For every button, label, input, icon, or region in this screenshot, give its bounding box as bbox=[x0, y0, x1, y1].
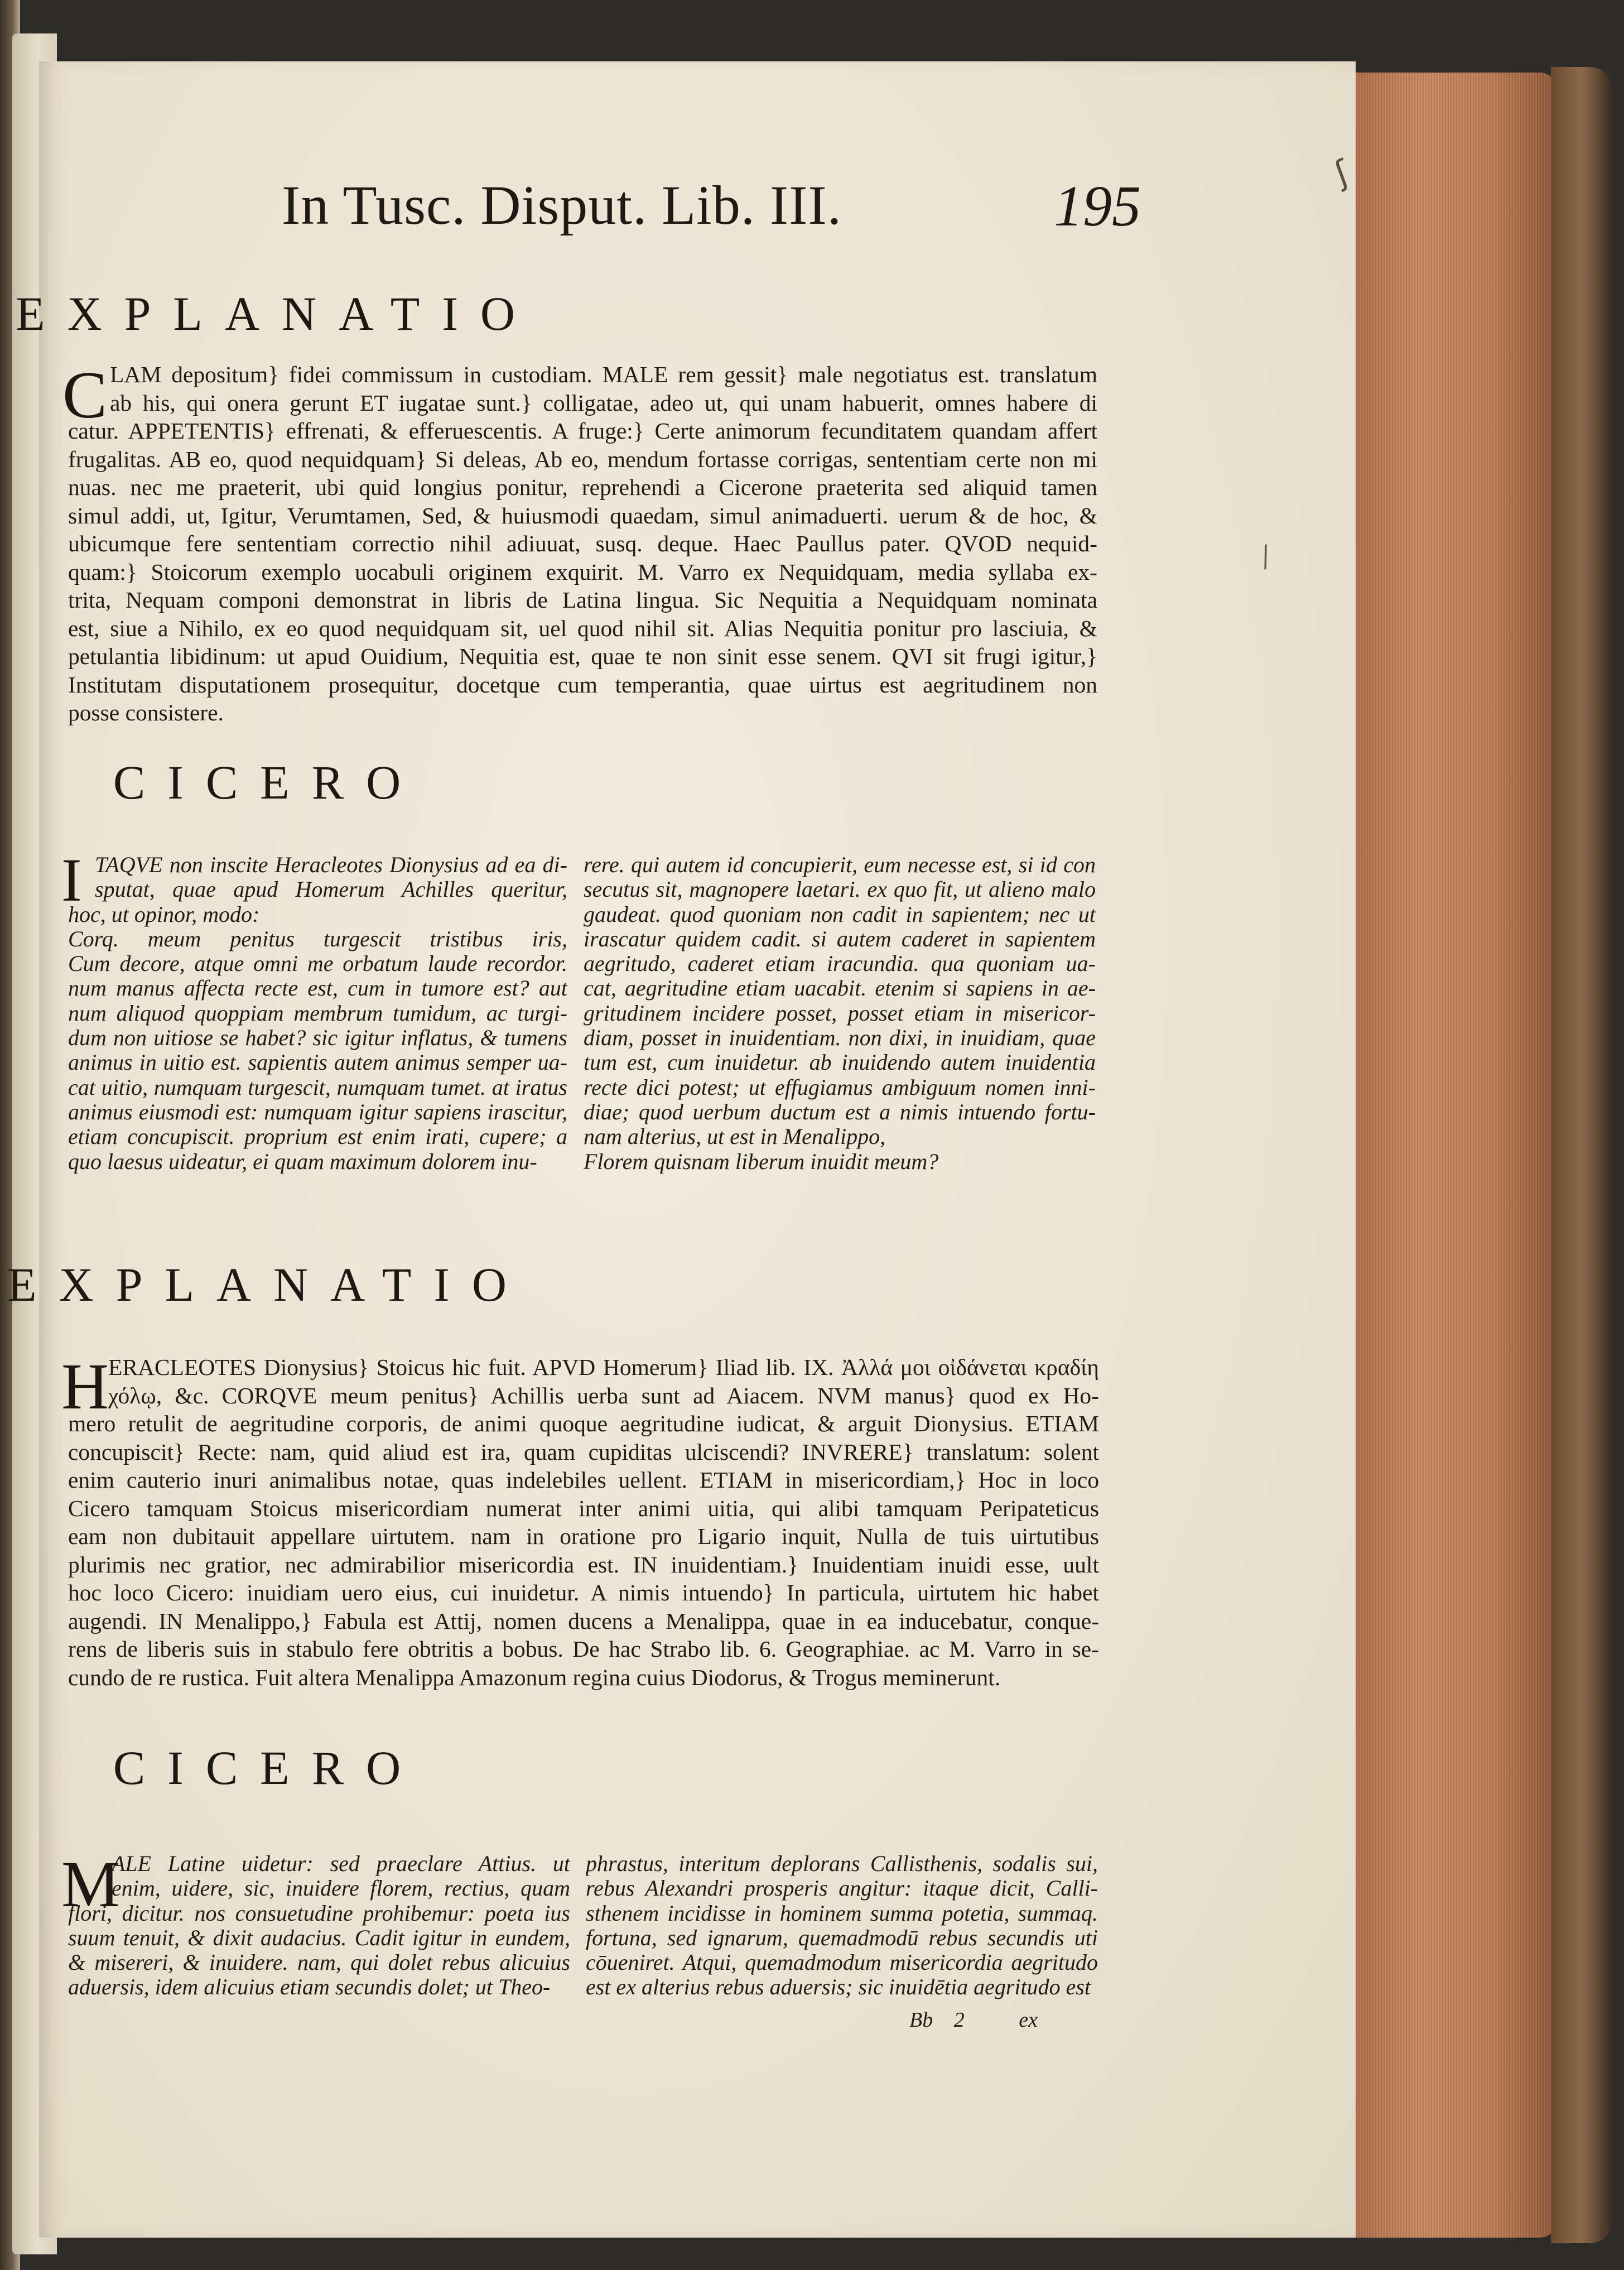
book-cover-edge bbox=[1551, 67, 1612, 2243]
running-title: In Tusc. Disput. Lib. III. bbox=[282, 174, 842, 236]
text-line: nam alterius, ut est in Menalippo, bbox=[584, 1124, 886, 1150]
text-line: cat, aegritudine etiam uacabit. etenim si sapiens in ae- bbox=[584, 976, 1096, 1001]
text-line: ALE Latine uidetur: sed praeclare Attius. ut bbox=[112, 1851, 570, 1876]
text-line: diae; quod uerbum ductum est a nimis intuendo fortu- bbox=[584, 1099, 1096, 1124]
text-line: concupiscit} Recte: nam, quid aliud est ira, quam cupiditas ulciscendi? INVRERE} translatum: solent bbox=[68, 1439, 1099, 1465]
text-line: etiam concupiscit. proprium est enim irati, cupere; a bbox=[68, 1124, 567, 1150]
text-line: TAQVE non inscite Heracleotes Dionysius ad ea di- bbox=[95, 853, 567, 877]
cicero-column-right-1 bbox=[584, 853, 1096, 1174]
text-line: tum est, cum inuidetur. ab inuidendo autem inuidentia bbox=[584, 1050, 1096, 1075]
page-number: 195 bbox=[1054, 174, 1141, 238]
text-line: Corq. meum penitus turgescit tristibus iris, bbox=[68, 926, 567, 951]
text-line: sthenem incidisse in hominem summa potetia, summaq. bbox=[586, 1901, 1098, 1926]
text-line: est ex alterius rebus aduersis; sic inuidētia aegritudo est bbox=[586, 1975, 1091, 2000]
text-line: LAM depositum} fidei commissum in custodiam. MALE rem gessit} male negotiatus est. translatum bbox=[110, 362, 1097, 387]
text-line: sputat, quae apud Homerum Achilles queritur, bbox=[95, 877, 567, 902]
text-line: dum non uitiose se habet? sic igitur inflatus, & tumens bbox=[68, 1026, 567, 1051]
explanatio-paragraph-1 bbox=[68, 360, 1097, 727]
text-line: aegritudo, caderet etiam iracundia. qua quoniam ua- bbox=[584, 951, 1096, 977]
text-line: augendi. IN Menalippo,} Fabula est Attij, nomen ducens a Menalippa, quae in ea inducebatur, conque- bbox=[68, 1608, 1099, 1634]
cicero-column-left-1 bbox=[68, 853, 567, 1174]
signature-mark bbox=[909, 2008, 1038, 2032]
cicero-column-left-2 bbox=[68, 1851, 570, 2000]
text-line: enim, uidere, sic, inuidere florem, rectius, quam bbox=[112, 1876, 570, 1901]
cicero-column-right-2 bbox=[586, 1851, 1098, 2000]
text-line: rebus Alexandri prosperis angitur: itaque dicit, Calli- bbox=[586, 1876, 1098, 1901]
text-line: secutus sit, magnopere laetari. ex quo fit, ut alieno malo bbox=[584, 877, 1096, 902]
text-line: phrastus, interitum deplorans Callisthenis, sodalis sui, bbox=[586, 1851, 1098, 1876]
text-line: gaudeat. quod quoniam non cadit in sapientem; nec ut bbox=[584, 902, 1096, 927]
text-line: quam:} Stoicorum exemplo uocabuli originem exquirit. M. Varro ex Nequidquam, media syllaba ex- bbox=[68, 559, 1097, 585]
text-line: petulantia libidinum: ut apud Ouidium, Nequitia est, quae te non sinit esse senem. QVI sit frugi igitur,} bbox=[68, 643, 1097, 669]
text-line: num aliquod quoppiam membrum tumidum, ac turgi- bbox=[68, 1001, 567, 1026]
signature-text: Bb 2 bbox=[909, 2008, 965, 2032]
text-line: suum tenuit, & dixit audacius. Cadit igitur in eundem, bbox=[68, 1925, 570, 1950]
text-line: diam, posset in inuidentiam. non dixi, in inuidiam, quae bbox=[584, 1026, 1096, 1051]
text-line: enim cauterio inuri animalibus notae, quas indelebiles uellent. ETIAM in misericordiam,} Hoc in loco bbox=[68, 1467, 1099, 1493]
text-line: rens de liberis suis in stabulo fere obtritis a bobus. De hac Strabo lib. 6. Geographiae. ac M. Varro in se- bbox=[68, 1636, 1099, 1662]
running-head bbox=[282, 173, 1141, 246]
drop-cap: H bbox=[61, 1350, 109, 1423]
text-line: ab his, qui onera gerunt ET iugatae sunt.} colligatae, adeo ut, qui unam habuerit, omnes habere di bbox=[110, 389, 1097, 416]
text-line: cundo de re rustica. Fuit altera Menalippa Amazonum regina cuius Diodorus, & Trogus meminerunt. bbox=[68, 1664, 1001, 1690]
section-heading-explanatio-2: EXPLANATIO bbox=[7, 1258, 529, 1311]
text-line: ubicumque fere sententiam correctio nihil adiuuat, susq. deque. Haec Paullus pater. QVOD nequid- bbox=[68, 531, 1097, 556]
text-line: hoc loco Cicero: inuidiam uero eius, cui inuidetur. A nimis intuendo} In particula, uirtutem hic habet bbox=[68, 1580, 1099, 1605]
margin-pen-mark: ʃ bbox=[1329, 152, 1354, 194]
text-line: χόλῳ, &c. CORQVE meum penitus} Achillis uerba sunt ad Aiacem. NVM manus} quod ex Ho- bbox=[108, 1382, 1099, 1408]
explanatio-paragraph-2 bbox=[68, 1353, 1099, 1691]
text-line: irascatur quidem cadit. si autem caderet in sapientem bbox=[584, 926, 1096, 951]
drop-cap: I bbox=[61, 846, 82, 914]
text-line: flori, dicitur. nos consuetudine prohibemur: poeta ius bbox=[68, 1901, 570, 1926]
text-line: posse consistere. bbox=[68, 700, 224, 725]
text-line: plurimis nec gratior, nec admirabilior misericordia est. IN inuidentiam.} Inuidentiam inuidi esse, uult bbox=[68, 1551, 1099, 1578]
text-line: eam non dubitauit appellare uirtutem. nam in oratione pro Ligario inquit, Nulla de tuis uirtutibus bbox=[68, 1523, 1099, 1549]
text-line: Cicero tamquam Stoicus misericordiam numerat inter animi uitia, qui alibi tamquam Peripateticus bbox=[68, 1495, 1099, 1521]
text-line: animus in uitio est. sapientis autem animus semper ua- bbox=[68, 1050, 567, 1075]
section-heading-cicero-1: CICERO bbox=[113, 756, 423, 809]
text-line: rere. qui autem id concupierit, eum necesse est, si id con bbox=[584, 853, 1096, 877]
page-block-fore-edge bbox=[1356, 73, 1556, 2238]
text-line: ERACLEOTES Dionysius} Stoicus hic fuit. APVD Homerum} Iliad lib. IX. Ἀλλά μοι οἰδάνεται κραδίη bbox=[108, 1354, 1099, 1380]
text-line: trita, Nequam componi demonstrat in libris de Latina lingua. Sic Nequitia a Nequidquam nominata bbox=[68, 587, 1097, 613]
text-line: cōueniret. Atqui, quemadmodum misericordia aegritudo bbox=[586, 1950, 1098, 1975]
text-line: simul addi, ut, Igitur, Verumtamen, Sed, & huiusmodi quaedam, simul animaduerti. uerum & de hoc, & bbox=[68, 502, 1097, 528]
drop-cap: C bbox=[62, 358, 108, 432]
section-heading-explanatio-1: EXPLANATIO bbox=[15, 287, 538, 340]
section-heading-cicero-2: CICERO bbox=[113, 1741, 423, 1795]
text-line: animus eiusmodi est: numquam igitur sapiens irascitur, bbox=[68, 1099, 567, 1124]
text-line: catur. APPETENTIS} effrenati, & efferuescentis. A fruge:} Certe animorum fecunditatem quandam affert bbox=[68, 418, 1097, 444]
text-line: quo laesus uideatur, ei quam maximum dolorem inu- bbox=[68, 1149, 537, 1174]
text-line: frugalitas. AB eo, quod nequidquam} Si deleas, Ab eo, mendum fortasse corrigas, sententiam certe non mi bbox=[68, 446, 1097, 472]
text-line: cat uitio, numquam turgescit, numquam tumet. at iratus bbox=[68, 1075, 567, 1100]
margin-pen-mark: ⁄ bbox=[1256, 542, 1276, 573]
text-line: Cum decore, atque omni me orbatum laude recordor. bbox=[68, 951, 567, 977]
text-line: hoc, ut opinor, modo: bbox=[68, 902, 260, 927]
text-line: recte dici potest; ut effugiamus ambiguum nomen inni- bbox=[584, 1075, 1096, 1100]
text-line: gritudinem incidere posset, posset etiam in misericor- bbox=[584, 1001, 1096, 1026]
text-line: num manus affecta recte est, cum in tumore est? aut bbox=[68, 976, 567, 1001]
text-line: mero retulit de aegritudine corporis, de animi quoque aegritudine iudicat, & arguit Dionysius. ETIAM bbox=[68, 1411, 1099, 1436]
text-line: Florem quisnam liberum inuidit meum? bbox=[584, 1149, 939, 1174]
text-line: & misereri, & inuidere. nam, qui dolet rebus alicuius bbox=[68, 1950, 570, 1975]
text-line: Institutam disputationem prosequitur, docetque cum temperantia, quae uirtus est aegritudinem non bbox=[68, 671, 1097, 698]
text-line: fortuna, sed ignarum, quemadmodū rebus secundis uti bbox=[586, 1925, 1098, 1950]
drop-cap: M bbox=[61, 1848, 120, 1921]
catchword: ex bbox=[1019, 2008, 1038, 2032]
text-line: aduersis, idem alicuius etiam secundis dolet; ut Theo- bbox=[68, 1975, 551, 2000]
text-line: est, siue a Nihilo, ex eo quod nequidquam sit, uel quod nihil sit. Alias Nequitia ponitur pro lasciuia, & bbox=[68, 615, 1097, 641]
text-line: nuas. nec me praeterit, ubi quid longius ponitur, reprehendi a Cicerone praeterita sed aliquid tamen bbox=[68, 474, 1097, 500]
